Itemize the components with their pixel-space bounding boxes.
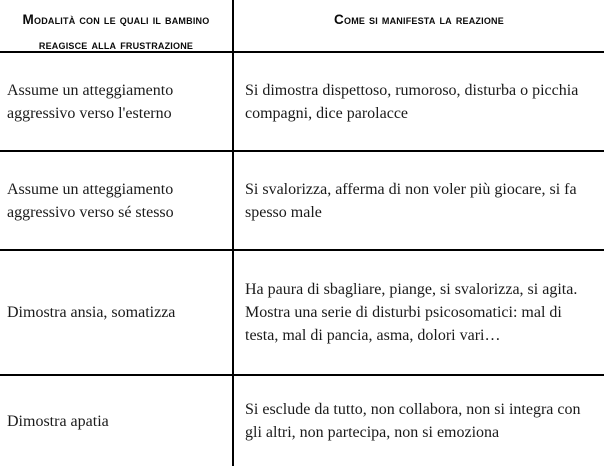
modality-cell [0,152,234,249]
table-row [0,376,604,466]
modality-text: Dimostra apatia [7,412,109,430]
reaction-cell [234,251,604,374]
header-cell-reaction [234,0,604,51]
reaction-cell [234,152,604,249]
header-label-modality: Modalità con le quali il bambino reagisce alla frustrazione [22,12,210,52]
modality-text: Assume un atteggiamento aggressivo verso sé stesso [7,180,174,221]
reaction-text: Si svalorizza, afferma di non voler più giocare, si fa spesso male [245,180,577,221]
reaction-cell [234,376,604,466]
header-cell-modality [0,0,234,51]
reaction-text: Si dimostra dispettoso, rumoroso, disturba o picchia compagni, dice parolacce [245,81,579,122]
table-row [0,152,604,251]
reaction-text: Ha paura di sbagliare, piange, si svalorizza, si agita. Mostra una serie di disturbi psicosomatici: mal di testa, mal di pancia, asma, dolori vari… [245,281,578,344]
table-row [0,251,604,376]
modality-cell [0,53,234,150]
modality-text: Assume un atteggiamento aggressivo verso l'esterno [7,81,174,122]
reaction-text: Si esclude da tutto, non collabora, non si integra con gli altri, non partecipa, non si emoziona [245,401,581,441]
modality-cell [0,251,234,374]
modality-cell [0,376,234,466]
reaction-cell [234,53,604,150]
modality-text: Dimostra ansia, somatizza [7,304,176,321]
header-label-reaction: Come si manifesta la reazione [334,12,504,27]
table-header-row [0,0,604,53]
table-row [0,53,604,152]
